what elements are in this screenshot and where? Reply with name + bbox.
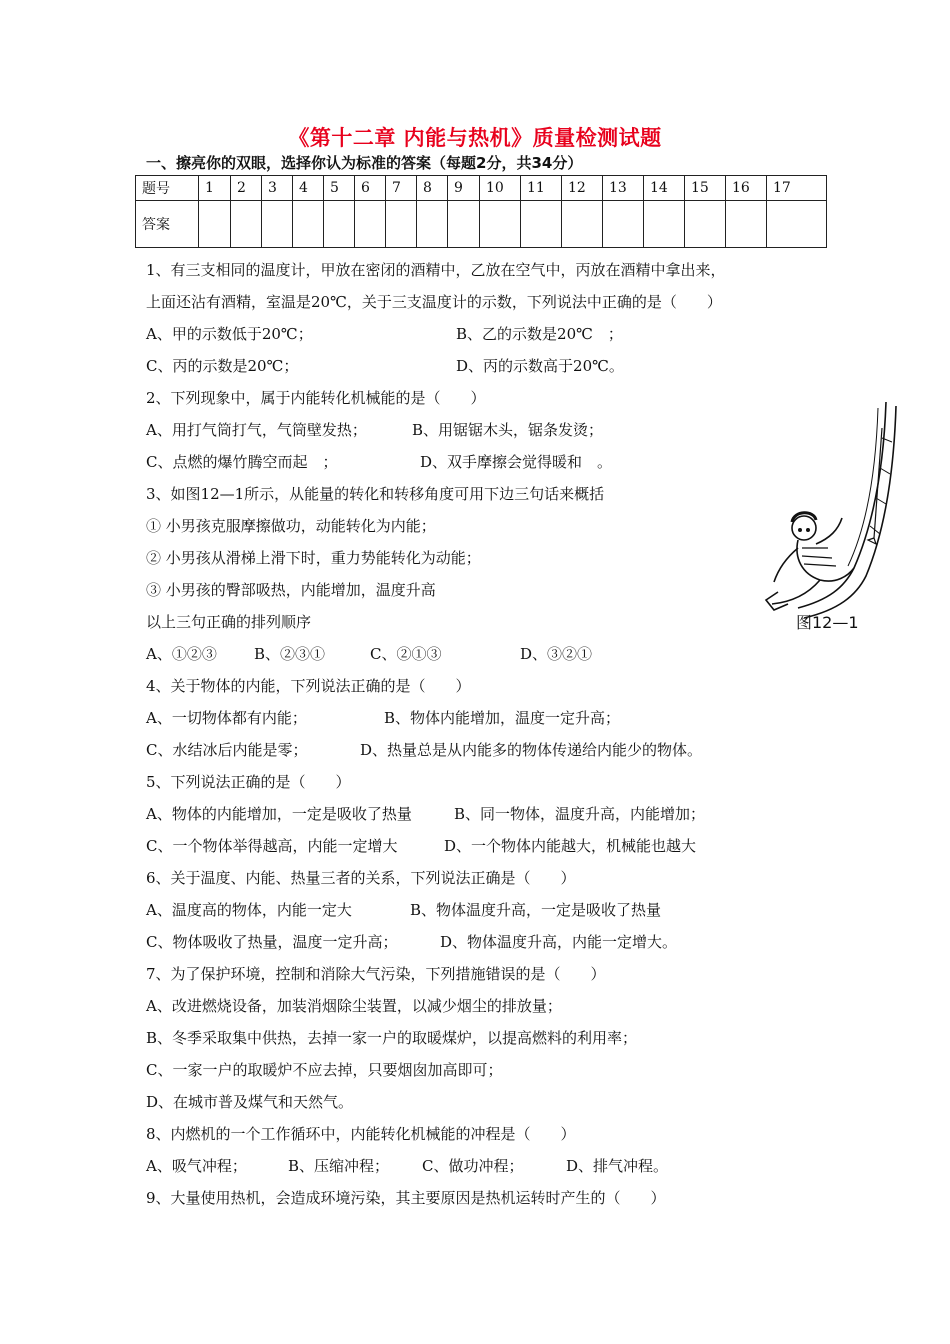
- question-7-option-a: A、改进燃烧设备，加装消烟除尘装置，以减少烟尘的排放量；: [146, 997, 562, 1015]
- number-cell: 17: [767, 176, 827, 201]
- answer-table-header-row: [136, 176, 827, 201]
- number-cell: 5: [324, 176, 355, 201]
- answer-cell[interactable]: [448, 201, 480, 248]
- number-cell: 15: [685, 176, 726, 201]
- question-3-statement-3: ③ 小男孩的臀部吸热，内能增加，温度升高: [146, 581, 436, 599]
- question-3-option-d: D、③②①: [520, 645, 593, 663]
- number-cell: 2: [231, 176, 262, 201]
- question-8-option-c: C、做功冲程；: [422, 1157, 524, 1175]
- question-6-option-c: C、物体吸收了热量，温度一定升高；: [146, 933, 398, 951]
- question-7-stem: 7、为了保护环境，控制和消除大气污染，下列措施错误的是（ ）: [146, 965, 606, 983]
- question-7-option-d: D、在城市普及煤气和天然气。: [146, 1093, 354, 1111]
- question-5-option-b: B、同一物体，温度升高，内能增加；: [454, 805, 706, 823]
- answer-cell[interactable]: [262, 201, 293, 248]
- question-2-option-c: C、点燃的爆竹腾空而起 ；: [146, 453, 338, 471]
- slide-boy-figure: [758, 398, 898, 628]
- question-8-stem: 8、内燃机的一个工作循环中，内能转化机械能的冲程是（ ）: [146, 1125, 576, 1143]
- answer-cell[interactable]: [480, 201, 521, 248]
- answer-cell[interactable]: [386, 201, 417, 248]
- question-7-option-c: C、一家一户的取暖炉不应去掉，只要烟囱加高即可；: [146, 1061, 503, 1079]
- question-4-option-b: B、物体内能增加，温度一定升高；: [384, 709, 621, 727]
- answer-cell[interactable]: [355, 201, 386, 248]
- question-7-option-b: B、冬季采取集中供热，去掉一家一户的取暖煤炉，以提高燃料的利用率；: [146, 1029, 638, 1047]
- number-cell: 16: [726, 176, 767, 201]
- question-2-option-b: B、用锯锯木头，锯条发烫；: [412, 421, 604, 439]
- question-3-stem: 3、如图12—1所示，从能量的转化和转移角度可用下边三句话来概括: [146, 485, 605, 503]
- question-2-option-d: D、双手摩擦会觉得暖和 。: [420, 453, 613, 471]
- answer-cell[interactable]: [644, 201, 685, 248]
- question-4-option-a: A、一切物体都有内能；: [146, 709, 307, 727]
- question-1-stem: 1、有三支相同的温度计，甲放在密闭的酒精中，乙放在空气中，丙放在酒精中拿出来，: [146, 261, 726, 279]
- question-3-option-b: B、②③①: [254, 645, 326, 663]
- number-cell: 3: [262, 176, 293, 201]
- answer-cell[interactable]: [199, 201, 231, 248]
- question-3-statement-1: ① 小男孩克服摩擦做功，动能转化为内能；: [146, 517, 436, 535]
- question-1-stem-cont: 上面还沾有酒精，室温是20℃，关于三支温度计的示数，下列说法中正确的是（ ）: [146, 293, 722, 311]
- answer-cell[interactable]: [521, 201, 562, 248]
- question-8-option-a: A、吸气冲程；: [146, 1157, 247, 1175]
- question-9-stem: 9、大量使用热机，会造成环境污染，其主要原因是热机运转时产生的（ ）: [146, 1189, 666, 1207]
- question-4-option-d: D、热量总是从内能多的物体传递给内能少的物体。: [360, 741, 703, 759]
- answer-label-cell: 答案: [136, 201, 199, 248]
- question-3-option-a: A、①②③: [146, 645, 217, 663]
- question-8-option-d: D、排气冲程。: [566, 1157, 669, 1175]
- answer-table-answer-row: [136, 201, 827, 248]
- question-1-option-a: A、甲的示数低于20℃；: [146, 325, 313, 343]
- question-6-stem: 6、关于温度、内能、热量三者的关系，下列说法正确是（ ）: [146, 869, 576, 887]
- number-cell: 8: [417, 176, 448, 201]
- number-cell: 14: [644, 176, 685, 201]
- number-cell: 4: [293, 176, 324, 201]
- number-cell: 9: [448, 176, 480, 201]
- question-3-option-c: C、②①③: [370, 645, 442, 663]
- question-3-prompt: 以上三句正确的排列顺序: [146, 613, 312, 631]
- question-5-option-c: C、一个物体举得越高，内能一定增大: [146, 837, 398, 855]
- question-3-statement-2: ② 小男孩从滑梯上滑下时，重力势能转化为动能；: [146, 549, 481, 567]
- header-label-cell: 题号: [136, 176, 199, 201]
- question-4-stem: 4、关于物体的内能，下列说法正确的是（ ）: [146, 677, 471, 695]
- question-6-option-a: A、温度高的物体，内能一定大: [146, 901, 352, 919]
- question-6-option-d: D、物体温度升高，内能一定增大。: [440, 933, 678, 951]
- answer-cell[interactable]: [562, 201, 603, 248]
- section-heading-1: 一、擦亮你的双眼，选择你认为标准的答案（每题2分，共34分）: [146, 154, 583, 172]
- answer-cell[interactable]: [685, 201, 726, 248]
- answer-cell[interactable]: [726, 201, 767, 248]
- question-1-option-b: B、乙的示数是20℃ ；: [456, 325, 623, 343]
- question-1-option-c: C、丙的示数是20℃；: [146, 357, 299, 375]
- question-2-stem: 2、下列现象中，属于内能转化机械能的是（ ）: [146, 389, 486, 407]
- number-cell: 1: [199, 176, 231, 201]
- answer-cell[interactable]: [231, 201, 262, 248]
- question-5-stem: 5、下列说法正确的是（ ）: [146, 773, 351, 791]
- question-5-option-d: D、一个物体内能越大，机械能也越大: [444, 837, 697, 855]
- answer-cell[interactable]: [324, 201, 355, 248]
- number-cell: 12: [562, 176, 603, 201]
- number-cell: 11: [521, 176, 562, 201]
- answer-cell[interactable]: [767, 201, 827, 248]
- figure-caption: 图12—1: [796, 613, 859, 632]
- answer-table: [135, 175, 827, 248]
- answer-cell[interactable]: [603, 201, 644, 248]
- number-cell: 13: [603, 176, 644, 201]
- question-4-option-c: C、水结冰后内能是零；: [146, 741, 308, 759]
- number-cell: 7: [386, 176, 417, 201]
- question-6-option-b: B、物体温度升高，一定是吸收了热量: [410, 901, 662, 919]
- question-1-option-d: D、丙的示数高于20℃。: [456, 357, 624, 375]
- number-cell: 6: [355, 176, 386, 201]
- question-8-option-b: B、压缩冲程；: [288, 1157, 390, 1175]
- page-title: 《第十二章 内能与热机》质量检测试题: [288, 126, 662, 150]
- answer-cell[interactable]: [417, 201, 448, 248]
- question-2-option-a: A、用打气筒打气，气筒壁发热；: [146, 421, 367, 439]
- answer-cell[interactable]: [293, 201, 324, 248]
- question-5-option-a: A、物体的内能增加，一定是吸收了热量: [146, 805, 412, 823]
- number-cell: 10: [480, 176, 521, 201]
